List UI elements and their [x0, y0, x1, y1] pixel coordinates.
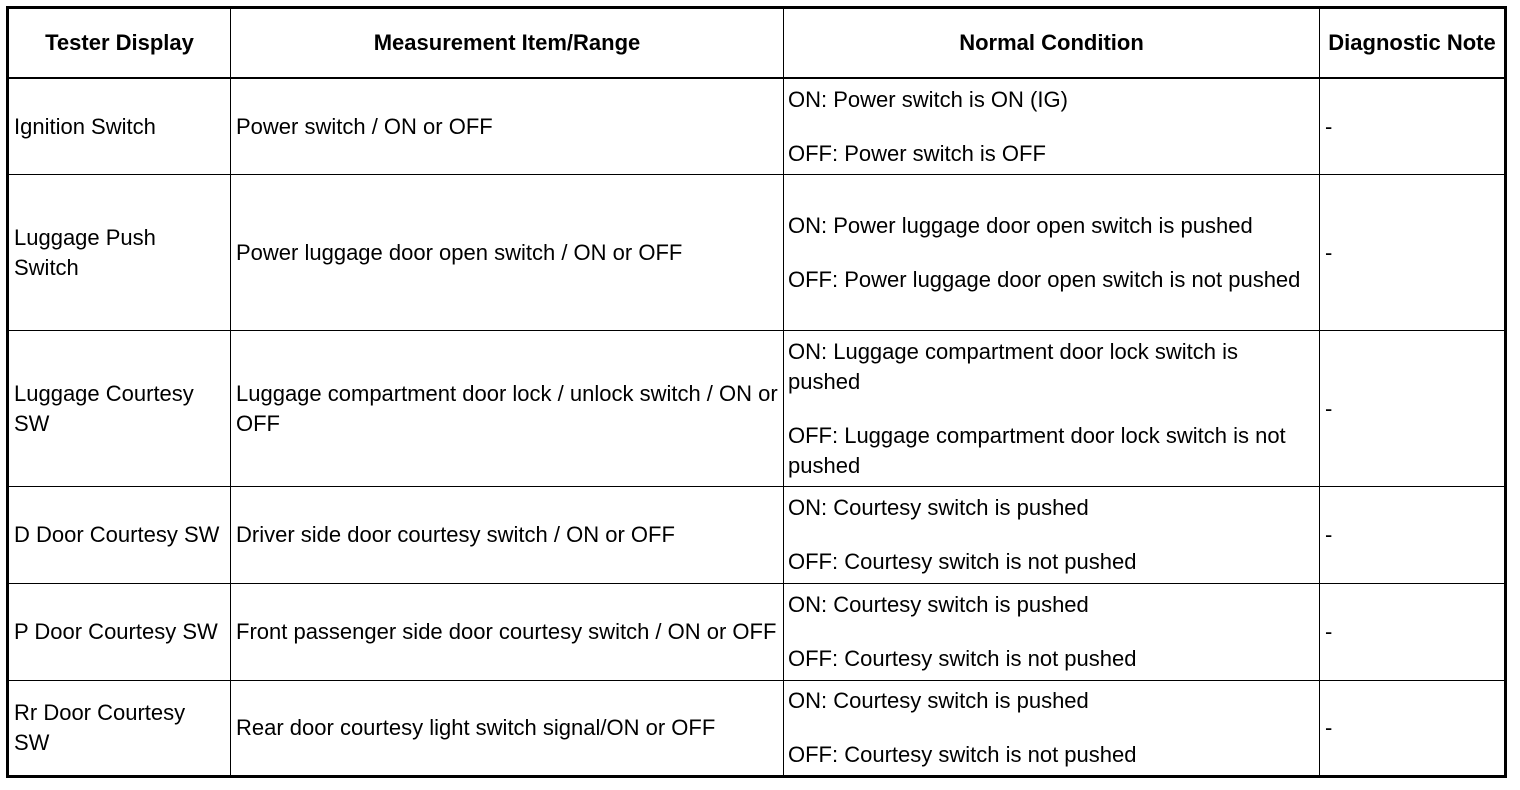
condition-on: ON: Luggage compartment door lock switch is pushed	[788, 338, 1238, 394]
measurement-cell: Power switch / ON or OFF	[231, 78, 784, 175]
table-row	[8, 78, 1506, 175]
condition-on: ON: Power luggage door open switch is pushed	[788, 212, 1253, 238]
header-measurement-item: Measurement Item/Range	[231, 8, 784, 79]
header-normal-condition: Normal Condition	[784, 8, 1320, 79]
tester-display-cell: Rr Door Courtesy SW	[8, 681, 231, 777]
measurement-cell: Power luggage door open switch / ON or OFF	[231, 175, 784, 331]
tester-display-cell: D Door Courtesy SW	[8, 487, 231, 584]
normal-condition-cell	[784, 78, 1320, 175]
condition-on: ON: Courtesy switch is pushed	[788, 592, 1089, 617]
diagnostic-note-cell: -	[1320, 78, 1506, 175]
normal-condition-cell	[784, 487, 1320, 584]
condition-off: OFF: Courtesy switch is not pushed	[788, 549, 1137, 574]
data-list-table	[6, 6, 1507, 778]
table-row	[8, 487, 1506, 584]
condition-off: OFF: Luggage compartment door lock switch is not pushed	[788, 422, 1286, 478]
table-row	[8, 681, 1506, 777]
diagnostic-note-cell: -	[1320, 681, 1506, 777]
condition-off: OFF: Courtesy switch is not pushed	[788, 646, 1137, 671]
table-row	[8, 175, 1506, 331]
table-row	[8, 584, 1506, 681]
data-list-table-container	[6, 6, 1507, 778]
condition-on: ON: Power switch is ON (IG)	[788, 86, 1068, 112]
header-tester-display: Tester Display	[8, 8, 231, 79]
tester-display-cell: P Door Courtesy SW	[8, 584, 231, 681]
diagnostic-note-cell: -	[1320, 584, 1506, 681]
measurement-cell: Driver side door courtesy switch / ON or OFF	[231, 487, 784, 584]
tester-display-cell: Ignition Switch	[8, 78, 231, 175]
diagnostic-note-cell: -	[1320, 331, 1506, 487]
measurement-cell: Rear door courtesy light switch signal/ON or OFF	[231, 681, 784, 777]
tester-display-cell: Luggage Courtesy SW	[8, 331, 231, 487]
normal-condition-cell	[784, 175, 1320, 331]
condition-off: OFF: Power luggage door open switch is not pushed	[788, 266, 1301, 292]
table-header-row	[8, 8, 1506, 79]
measurement-cell: Luggage compartment door lock / unlock switch / ON or OFF	[231, 331, 784, 487]
table-row	[8, 331, 1506, 487]
condition-on: ON: Courtesy switch is pushed	[788, 688, 1089, 713]
normal-condition-cell	[784, 331, 1320, 487]
normal-condition-cell	[784, 584, 1320, 681]
measurement-cell: Front passenger side door courtesy switch / ON or OFF	[231, 584, 784, 681]
condition-off: OFF: Power switch is OFF	[788, 140, 1046, 166]
condition-off: OFF: Courtesy switch is not pushed	[788, 742, 1137, 767]
diagnostic-note-cell: -	[1320, 487, 1506, 584]
tester-display-cell: Luggage Push Switch	[8, 175, 231, 331]
header-diagnostic-note: Diagnostic Note	[1320, 8, 1506, 79]
normal-condition-cell	[784, 681, 1320, 777]
diagnostic-note-cell: -	[1320, 175, 1506, 331]
condition-on: ON: Courtesy switch is pushed	[788, 495, 1089, 520]
